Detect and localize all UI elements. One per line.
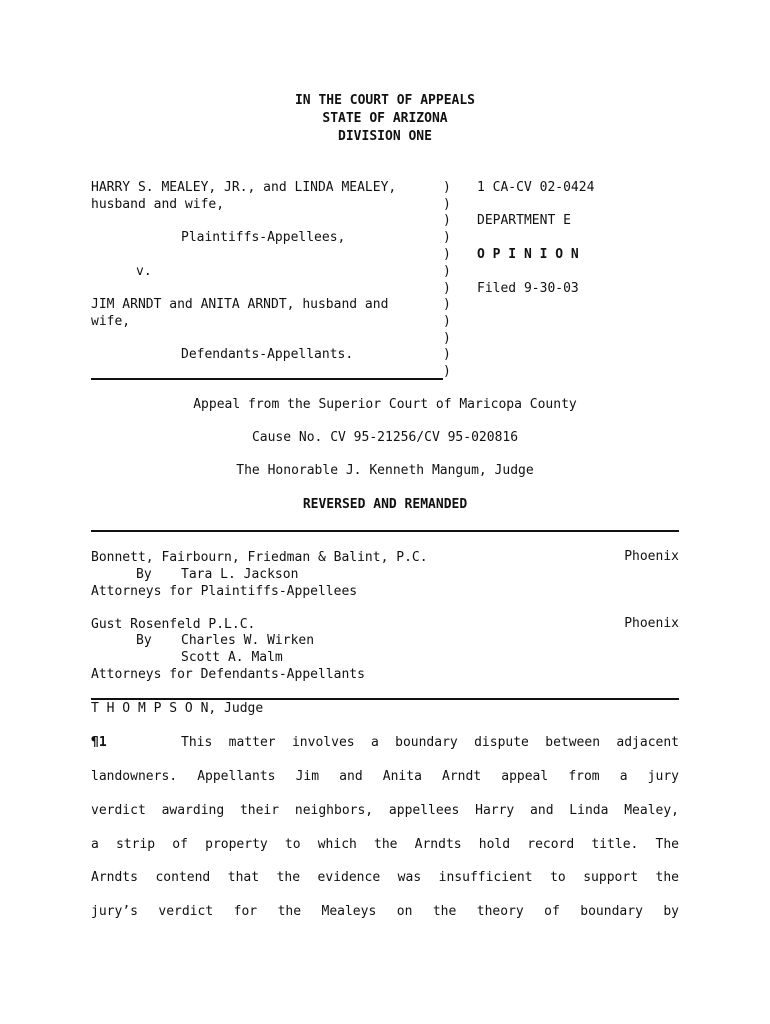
appeal-from: Appeal from the Superior Court of Maricopa County <box>193 397 577 412</box>
document-type: O P I N I O N <box>477 247 579 262</box>
case-number: 1 CA-CV 02-0424 <box>477 180 595 195</box>
paragraph-marker: ¶1 <box>91 735 107 750</box>
counsel-firm: Bonnett, Fairbourn, Friedman & Balint, P.C. <box>91 550 428 565</box>
court-division: DIVISION ONE <box>338 129 432 144</box>
cause-number: Cause No. CV 95-21256/CV 95-020816 <box>251 430 519 445</box>
court-state: STATE OF ARIZONA <box>322 111 448 126</box>
caption-paren: ) <box>443 213 451 228</box>
caption-paren: ) <box>443 180 451 195</box>
caption-underline <box>91 378 443 380</box>
defendant-names: JIM ARNDT and ANITA ARNDT, husband and <box>91 297 389 312</box>
caption-paren: ) <box>443 264 451 279</box>
defendant-names-cont: wife, <box>91 314 131 329</box>
counsel-attorney: Tara L. Jackson <box>181 567 299 582</box>
counsel-attorney: Charles W. Wirken <box>181 633 315 648</box>
caption-paren: ) <box>443 197 451 212</box>
counsel-city: Phoenix <box>624 616 679 631</box>
plaintiff-names-cont: husband and wife, <box>91 197 225 212</box>
caption-paren: ) <box>443 297 451 312</box>
defendant-role: Defendants-Appellants. <box>181 347 354 362</box>
caption-paren: ) <box>443 281 451 296</box>
department: DEPARTMENT E <box>477 213 571 228</box>
trial-judge: The Honorable J. Kenneth Mangum, Judge <box>236 463 534 478</box>
counsel-by: By <box>136 633 152 648</box>
counsel-role: Attorneys for Plaintiffs-Appellees <box>91 584 358 599</box>
caption-paren: ) <box>443 347 451 362</box>
counsel-by: By <box>136 567 152 582</box>
counsel-role: Attorneys for Defendants-Appellants <box>91 667 365 682</box>
disposition: REVERSED AND REMANDED <box>302 497 468 512</box>
opinion-line: a strip of property to which the Arndts hold record title. The <box>91 837 679 852</box>
plaintiff-names: HARRY S. MEALEY, JR., and LINDA MEALEY, <box>91 180 397 195</box>
opinion-line: This matter involves a boundary dispute between adjacent <box>181 735 679 750</box>
counsel-firm: Gust Rosenfeld P.L.C. <box>91 617 256 632</box>
opinion-line: Arndts contend that the evidence was insufficient to support the <box>91 870 679 885</box>
opinion-author: T H O M P S O N, Judge <box>91 701 264 716</box>
counsel-city: Phoenix <box>624 549 679 564</box>
caption-paren: ) <box>443 364 451 379</box>
caption-paren: ) <box>443 314 451 329</box>
section-divider <box>91 530 679 532</box>
plaintiff-role: Plaintiffs-Appellees, <box>181 230 346 245</box>
caption-paren: ) <box>443 247 451 262</box>
caption-paren: ) <box>443 230 451 245</box>
court-name: IN THE COURT OF APPEALS <box>294 93 475 108</box>
opinion-line: jury’s verdict for the Mealeys on the theory of boundary by <box>91 904 679 919</box>
caption-paren: ) <box>443 331 451 346</box>
opinion-line: verdict awarding their neighbors, appellees Harry and Linda Mealey, <box>91 803 679 818</box>
opinion-line: landowners. Appellants Jim and Anita Arndt appeal from a jury <box>91 769 679 784</box>
versus: v. <box>136 264 152 279</box>
filed-date: Filed 9-30-03 <box>477 281 579 296</box>
counsel-attorney: Scott A. Malm <box>181 650 283 665</box>
